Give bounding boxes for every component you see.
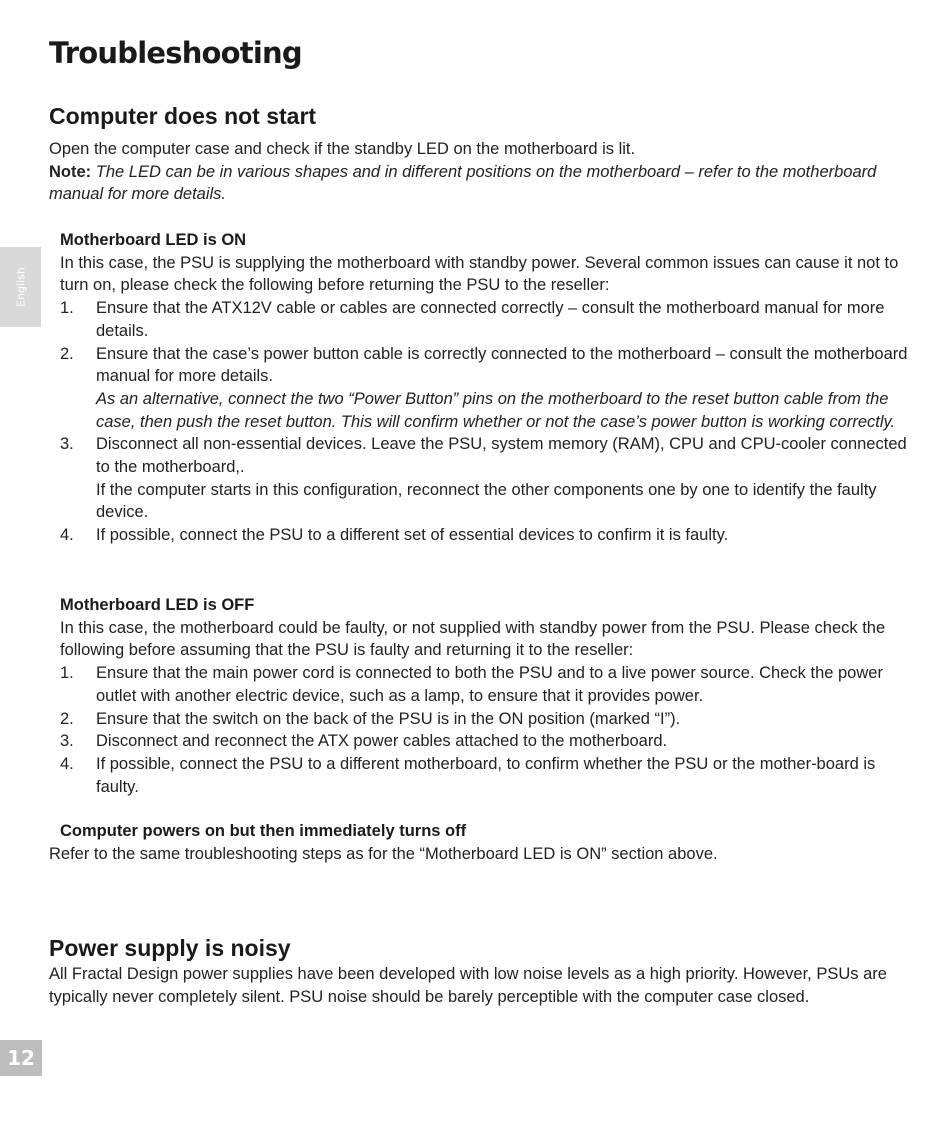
led-on-intro: In this case, the PSU is supplying the motherboard with standby power. Several common issues can cause it not to turn on, please check the following before returning the PSU to the reseller: — [60, 253, 899, 295]
list-item: 3. Disconnect all non-essential devices. Leave the PSU, system memory (RAM), CPU and CPU-cooler connected to the motherboard,. If the computer starts in this configuration, reconnect the other components one by one to identify the faulty device. — [60, 435, 907, 522]
led-off-block — [60, 594, 912, 798]
led-on-block — [60, 229, 912, 547]
section-heading-power-supply-noisy: Power supply is noisy — [49, 935, 291, 961]
powers-off-block — [60, 820, 912, 843]
list-item: 1. Ensure that the main power cord is connected to both the PSU and to a live power source. Check the power outlet with another electric device, such as a lamp, to ensure that it provides power. — [60, 664, 883, 705]
page-title: Troubleshooting — [49, 36, 302, 70]
list-item: 1. Ensure that the ATX12V cable or cables are connected correctly – consult the motherboard manual for more details. — [60, 299, 885, 340]
list-item: 3. Disconnect and reconnect the ATX power cables attached to the motherboard. — [60, 732, 668, 751]
note-label: Note: — [49, 162, 92, 181]
powers-off-heading: Computer powers on but then immediately turns off — [60, 822, 467, 840]
language-tab-label: English — [14, 267, 27, 307]
section-intro — [49, 138, 909, 206]
list-item: 4. If possible, connect the PSU to a different set of essential devices to confirm it is faulty. — [60, 526, 729, 545]
noisy-text: All Fractal Design power supplies have been developed with low noise levels as a high priority. However, PSUs are typically never completely silent. PSU noise should be barely perceptible with the computer case closed. — [49, 965, 887, 1006]
section-heading-computer-does-not-start: Computer does not start — [49, 103, 317, 129]
intro-text: Open the computer case and check if the standby LED on the motherboard is lit. — [49, 140, 636, 158]
led-on-steps — [60, 297, 912, 547]
language-tab — [0, 247, 41, 327]
led-on-heading: Motherboard LED is ON — [60, 231, 247, 249]
page-number: 12 — [0, 1040, 42, 1076]
led-off-steps — [60, 662, 912, 798]
led-off-heading: Motherboard LED is OFF — [60, 596, 255, 614]
note-text: The LED can be in various shapes and in different positions on the motherboard – refer to the motherboard manual for more details. — [49, 162, 877, 204]
list-item: 2. Ensure that the case’s power button cable is correctly connected to the motherboard – consult the motherboard manual for more details. As an alternative, connect the two “Power Button” pins on the motherboard to the reset button cable from the case, then push the reset button. This will confirm whether or not the case’s power button is working correctly. — [60, 344, 908, 431]
led-off-intro: In this case, the motherboard could be faulty, or not supplied with standby power from the PSU. Please check the following before assuming that the PSU is faulty and returning it to the reseller: — [60, 618, 886, 660]
list-item: 4. If possible, connect the PSU to a different motherboard, to confirm whether the PSU or the mother-board is faulty. — [60, 754, 876, 796]
powers-off-text: Refer to the same troubleshooting steps as for the “Motherboard LED is ON” section above. — [49, 845, 718, 863]
list-item: 2. Ensure that the switch on the back of the PSU is in the ON position (marked “I”). — [60, 709, 681, 728]
